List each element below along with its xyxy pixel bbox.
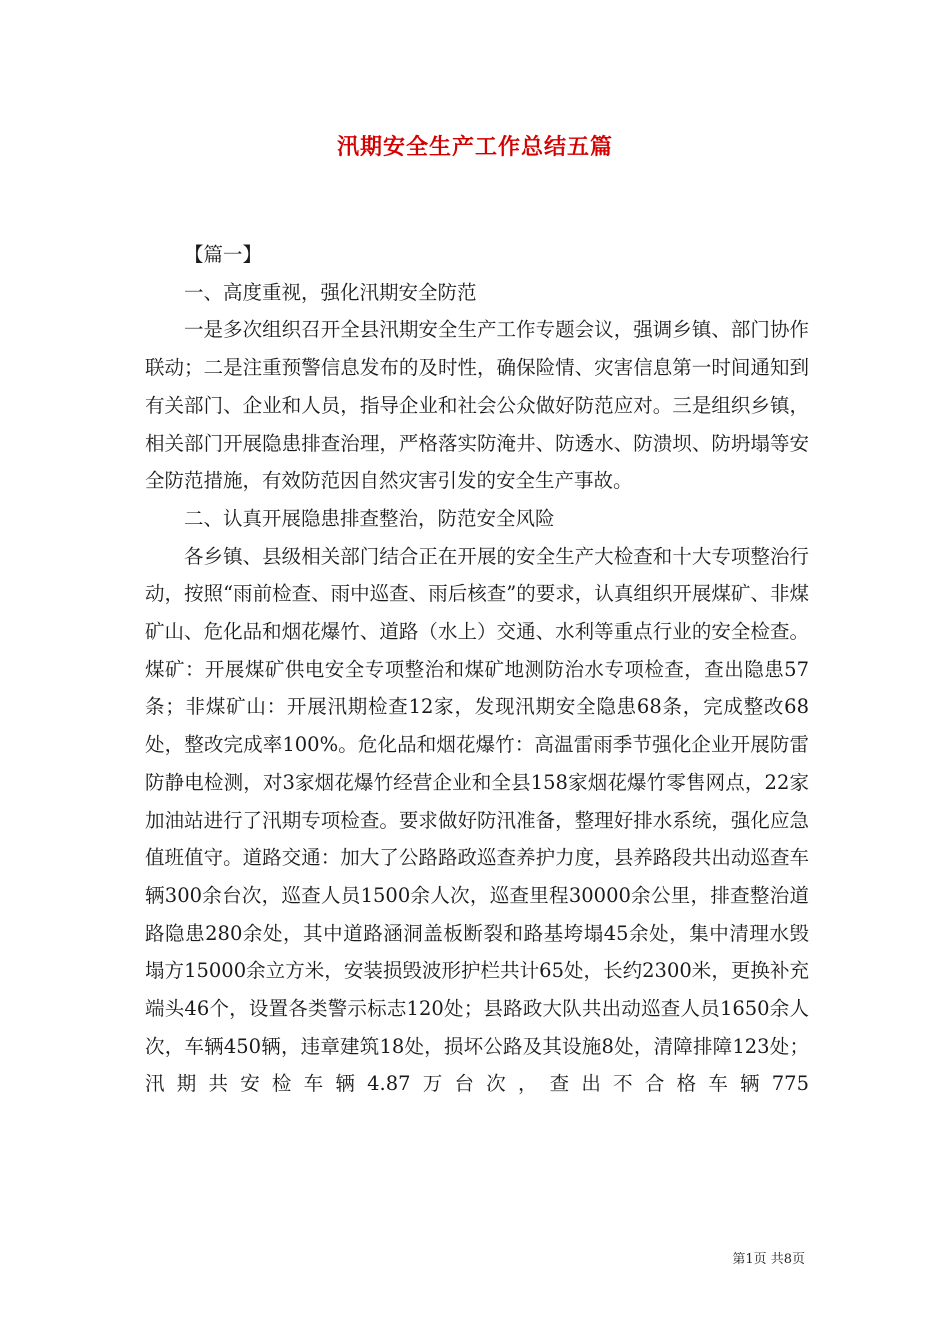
section-heading-pian-yi: 【篇一】 — [184, 243, 263, 266]
paragraph-1: 一是多次组织召开全县汛期安全生产工作专题会议，强调乡镇、部门协作联动；二是注重预警信息发布的及时性，确保险情、灾害信息第一时间通知到有关部门、企业和人员，指导企业和社会公众做好防范应对。三是组织乡镇，相关部门开展隐患排查治理，严格落实防淹井、防透水、防溃坝、防坍塌等安全防范措施，有效防范因自然灾害引发的安全生产事故。 — [145, 318, 809, 493]
document-title: 汛期安全生产工作总结五篇 — [336, 134, 613, 160]
subsection-heading-2: 二、认真开展隐患排查整治，防范安全风险 — [184, 506, 555, 530]
paragraph-2: 各乡镇、县级相关部门结合正在开展的安全生产大检查和十大专项整治行动，按照“雨前检查、雨中巡查、雨后核查”的要求，认真组织开展煤矿、非煤矿山、危化品和烟花爆竹、道路（水上）交通、水利等重点行业的安全检查。煤矿：开展煤矿供电安全专项整治和煤矿地测防治水专项检查，查出隐患57条；非煤矿山：开展汛期检查12家，发现汛期安全隐患68条，完成整改68处，整改完成率100%。危化品和烟花爆竹：高温雷雨季节强化企业开展防雷防静电检测，对3家烟花爆竹经营企业和全县158家烟花爆竹零售网点，22家加油站进行了汛期专项检查。要求做好防汛准备，整理好排水系统，强化应急值班值守。道路交通：加大了公路路政巡查养护力度，县养路段共出动巡查车辆300余台次，巡查人员1500余人次，巡查里程30000余公里，排查整治道路隐患280余处，其中道路涵洞盖板断裂和路基垮塌45余处，集中清理水毁塌方15000余立方米，安装损毁波形护栏共计65处，长约2300米，更换补充端头46个，设置各类警示标志120处；县路政大队共出动巡查人员1650余人次，车辆450辆，违章建筑18处，损坏公路及其设施8处，清障排障123处；汛期共安检车辆4.87万台次，查出不合格车辆775 — [145, 544, 809, 1096]
page-number: 第1页 共8页 — [732, 1252, 805, 1267]
subsection-heading-1: 一、高度重视，强化汛期安全防范 — [184, 280, 477, 304]
document-body — [145, 236, 809, 1103]
